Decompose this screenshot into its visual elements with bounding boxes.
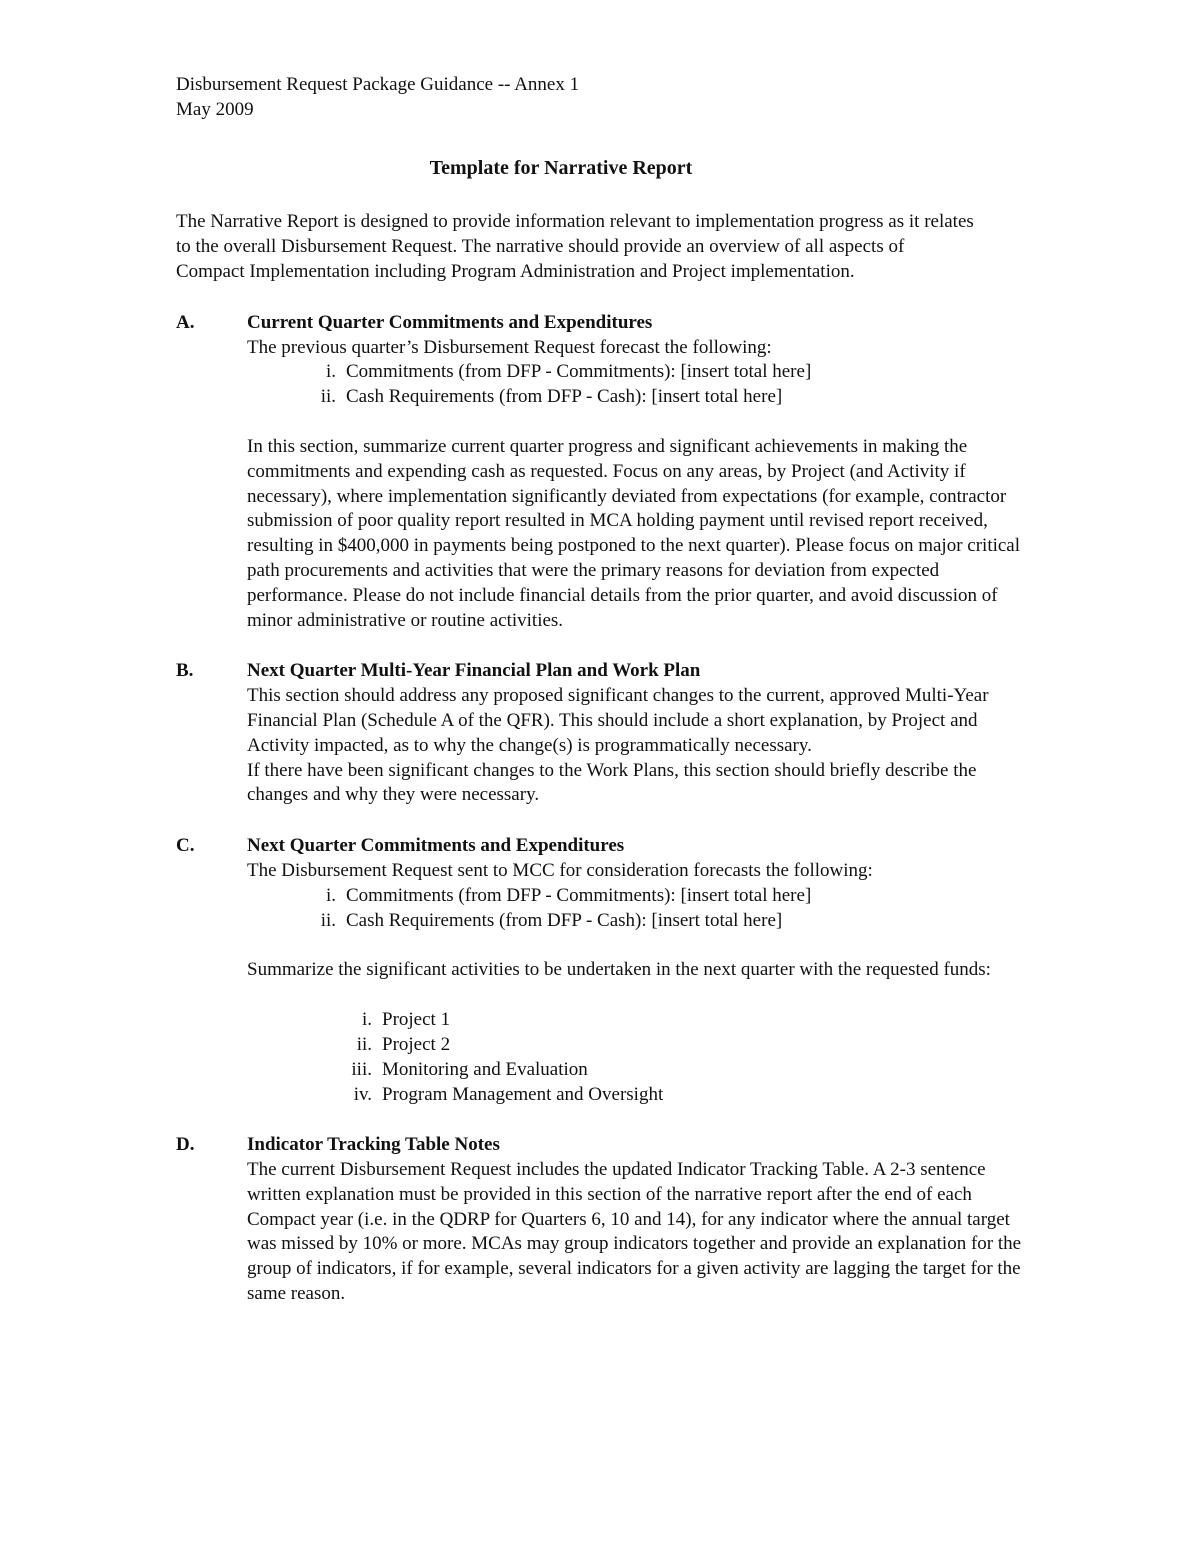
section-paragraph: The current Disbursement Request includes the updated Indicator Tracking Table. A 2-3 sentence written explanation must be provided in this section of the narrative report after the end of each Compact year (i.e. in the QDRP for Quarters 6, 10 and 14), for any indicator where the annual target was missed by 10% or more. MCAs may group indicators together and provide an explanation for the group of indicators, if for example, several indicators for a given activity are lagging the target for the same reason. [247, 1159, 1022, 1305]
list-number: i. [325, 361, 336, 383]
list-text: Project 2 [382, 1033, 451, 1055]
section-c-heading [176, 834, 1036, 859]
list-number: iv. [353, 1083, 372, 1105]
section-a [176, 311, 1036, 634]
section-letter: D. [176, 1134, 195, 1156]
section-title: Next Quarter Multi-Year Financial Plan and Work Plan [247, 660, 701, 682]
list-number: ii. [320, 909, 336, 931]
list-item [247, 909, 1037, 934]
list-item [247, 1058, 1037, 1083]
list-number: i. [325, 884, 336, 906]
document-title: Template for Narrative Report [429, 156, 693, 179]
list-item [247, 360, 1037, 385]
section-a-heading [176, 311, 1036, 336]
section-b [176, 659, 1036, 808]
section-d-body [247, 1158, 1037, 1307]
list-text: Cash Requirements (from DFP - Cash): [insert total here] [346, 909, 783, 931]
section-title: Next Quarter Commitments and Expenditures [247, 835, 625, 857]
section-d-heading [176, 1133, 1036, 1158]
list-text: Commitments (from DFP - Commitments): [insert total here] [346, 884, 812, 906]
section-title: Indicator Tracking Table Notes [247, 1134, 500, 1156]
list-text: Program Management and Oversight [382, 1083, 664, 1105]
list-text: Project 1 [382, 1009, 451, 1031]
section-lead: The previous quarter’s Disbursement Request forecast the following: [247, 336, 772, 358]
section-title: Current Quarter Commitments and Expenditures [247, 311, 653, 333]
list-number: iii. [351, 1058, 372, 1080]
list-text: Cash Requirements (from DFP - Cash): [insert total here] [346, 386, 783, 408]
section-c-body [247, 859, 1037, 1107]
list-text: Monitoring and Evaluation [382, 1058, 588, 1080]
section-letter: A. [176, 311, 195, 333]
list-text: Commitments (from DFP - Commitments): [insert total here] [346, 361, 812, 383]
list-item [247, 1083, 1037, 1108]
section-letter: B. [176, 660, 194, 682]
section-lead: The Disbursement Request sent to MCC for consideration forecasts the following: [247, 859, 873, 881]
document-page [176, 73, 1036, 1307]
list-item [247, 1033, 1037, 1058]
header-line-1: Disbursement Request Package Guidance -- Annex 1 [176, 74, 580, 95]
section-a-body [247, 336, 1037, 634]
list-item [247, 884, 1037, 909]
section-b-body [247, 684, 1037, 808]
section-paragraph: In this section, summarize current quarter progress and significant achievements in making the commitments and expending cash as requested. Focus on any areas, by Project (and Activity if necessary), where implementation significantly deviated from expectations (for example, contractor submission of poor quality report resulted in MCA holding payment until revised report received, resulting in $400,000 in payments being postponed to the next quarter). Please focus on major critical path procurements and activities that were the primary reasons for deviation from expected performance. Please do not include financial details from the prior quarter, and avoid discussion of minor administrative or routine activities. [247, 435, 1021, 631]
spacer [247, 933, 1037, 958]
list-item [247, 385, 1037, 410]
spacer [247, 983, 1037, 1008]
section-paragraph: If there have been significant changes to the Work Plans, this section should briefly describe the changes and why they were necessary. [247, 759, 977, 806]
list-number: ii. [356, 1033, 372, 1055]
activities-list [247, 1008, 1037, 1107]
section-letter: C. [176, 835, 195, 857]
header-date: May 2009 [176, 98, 254, 120]
list-number: ii. [320, 386, 336, 408]
intro-paragraph: The Narrative Report is designed to provide information relevant to implementation progress as it relates to the overall Disbursement Request. The narrative should provide an overview of all aspects of Compact Implementation including Program Administration and Project implementation. [176, 211, 974, 282]
list-item [247, 1008, 1037, 1033]
section-b-heading [176, 659, 1036, 684]
spacer [247, 410, 1037, 435]
list-number: i. [361, 1009, 372, 1031]
section-c [176, 834, 1036, 1107]
section-paragraph: Summarize the significant activities to be undertaken in the next quarter with the requested funds: [247, 959, 991, 981]
section-paragraph: This section should address any proposed significant changes to the current, approved Multi-Year Financial Plan (Schedule A of the QFR). This should include a short explanation, by Project and Activity impacted, as to why the change(s) is programmatically necessary. [247, 685, 989, 756]
forecast-list [247, 884, 1037, 934]
forecast-list [247, 360, 1037, 410]
section-d [176, 1133, 1036, 1307]
